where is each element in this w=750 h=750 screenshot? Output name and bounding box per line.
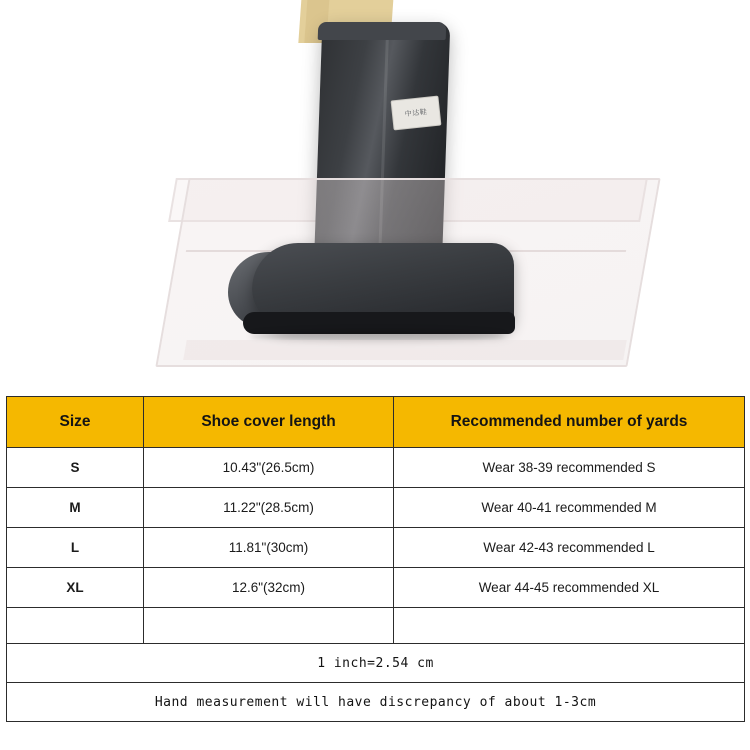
table-body (7, 448, 745, 722)
cell-length: 10.43"(26.5cm) (144, 448, 394, 488)
table-note-row (7, 683, 745, 722)
cell-yards-empty (394, 608, 745, 644)
cell-size: S (7, 448, 144, 488)
table-row (7, 488, 745, 528)
clear-box-front-edge (183, 340, 627, 360)
shoe-cover-brand-label: 中达鞋 (391, 96, 442, 131)
cell-yards: Wear 42-43 recommended L (394, 528, 745, 568)
shoe-cover-cuff (318, 22, 447, 40)
table-header (7, 397, 745, 448)
cell-yards: Wear 40-41 recommended M (394, 488, 745, 528)
table-header-row (7, 397, 745, 448)
size-chart-table (6, 396, 745, 722)
table-row (7, 528, 745, 568)
column-header-yards: Recommended number of yards (394, 397, 745, 448)
column-header-size: Size (7, 397, 144, 448)
cell-length: 12.6"(32cm) (144, 568, 394, 608)
cell-size: L (7, 528, 144, 568)
cell-yards: Wear 38-39 recommended S (394, 448, 745, 488)
table-row (7, 448, 745, 488)
cell-length-empty (144, 608, 394, 644)
cell-length: 11.22"(28.5cm) (144, 488, 394, 528)
cell-length: 11.81"(30cm) (144, 528, 394, 568)
cell-size-empty (7, 608, 144, 644)
size-chart-table-wrapper (6, 396, 744, 722)
cell-size: M (7, 488, 144, 528)
cell-yards: Wear 44-45 recommended XL (394, 568, 745, 608)
note-inch-conversion: 1 inch=2.54 cm (7, 644, 745, 683)
note-measurement-discrepancy: Hand measurement will have discrepancy of about 1-3cm (7, 683, 745, 722)
table-note-row (7, 644, 745, 683)
cell-size: XL (7, 568, 144, 608)
table-row-empty (7, 608, 745, 644)
table-row (7, 568, 745, 608)
column-header-length: Shoe cover length (144, 397, 394, 448)
